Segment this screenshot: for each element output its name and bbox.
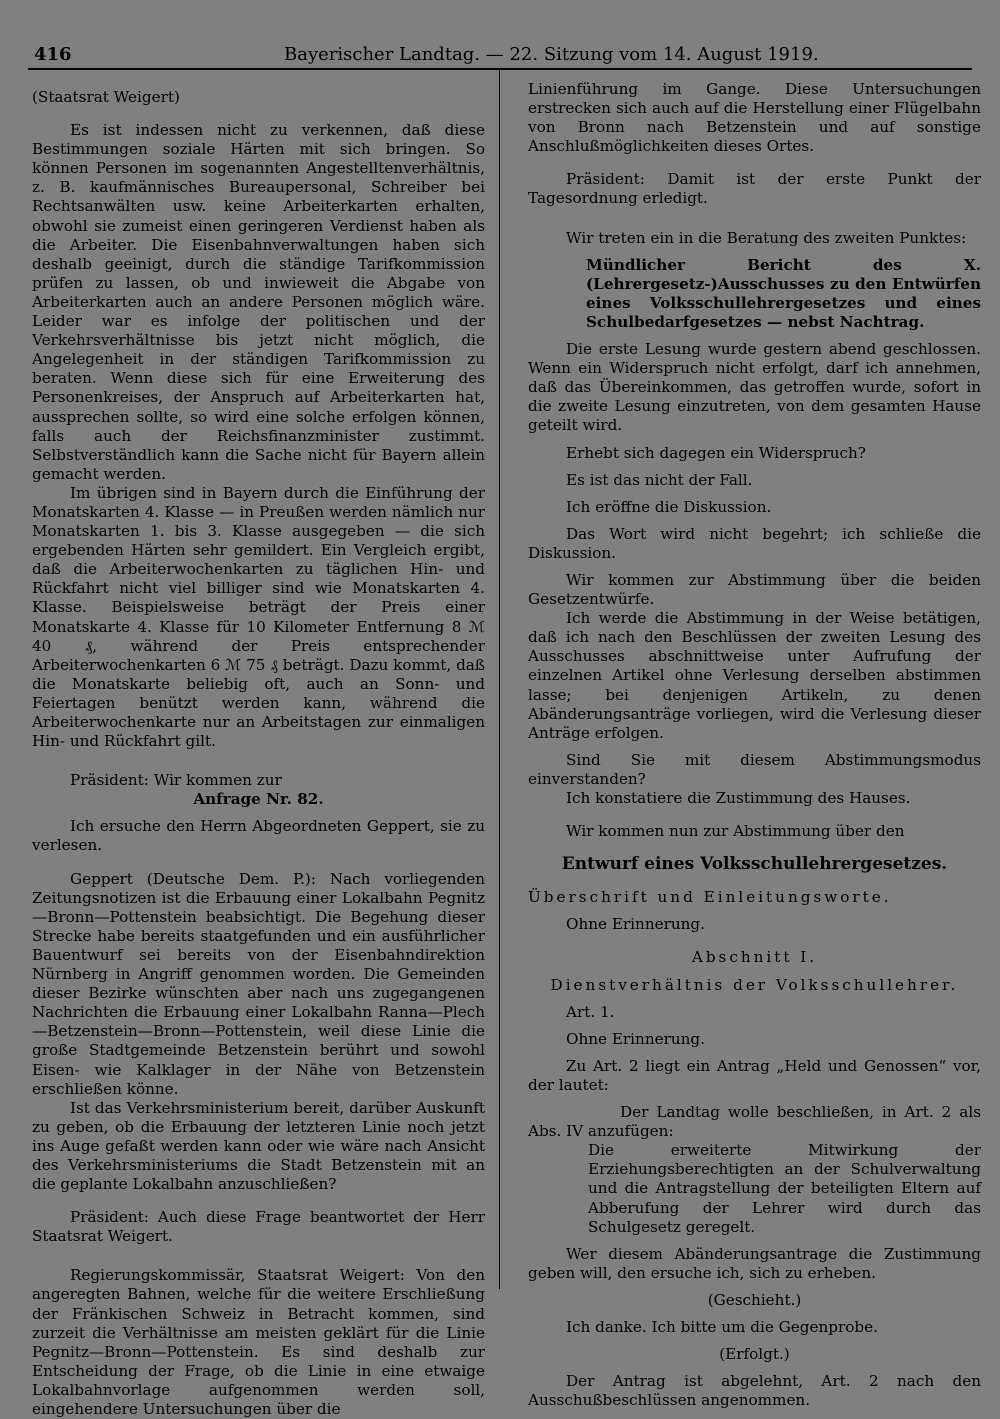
- paragraph: Erhebt sich dagegen ein Widerspruch?: [566, 443, 866, 462]
- stage-direction: (Erfolgt.): [719, 1345, 790, 1364]
- paragraph: Ist das Verkehrsministerium bereit, darüber Auskunft zu geben, ob die Erbauung der letzteren Linie noch jetzt ins Auge gefaßt werden kann oder wie wäre nach Ansicht des Verkehrsministeriums die Stadt Betzenstein mit an die geplante Lokalbahn anzuschließen?: [32, 1098, 485, 1194]
- paragraph: Es ist indessen nicht zu verkennen, daß diese Bestimmungen soziale Härten mit sich bringen. So können Personen im sogenannten Angestelltenverhältnis, z. B. kaufmännisches Bureaupersonal, Schreiber bei Rechtsanwälten usw. keine Arbeiterkarten erhalten, obwohl sie zumeist einen geringeren Verdienst haben als die Arbeiter. Die Eisenbahnverwaltungen haben sich deshalb geeinigt, durch die ständige Tarifkommission prüfen zu lassen, ob und inwieweit die Abgabe von Arbeiterkarten auch an andere Personen möglich wäre. Leider war es infolge der politischen und der Verkehrsverhältnisse bis jetzt nicht möglich, die Angelegenheit in der ständigen Tarifkommission zu beraten. Wenn diese sich für eine Erweiterung des Personenkreises, der Anspruch auf Arbeiterkarten hat, aussprechen sollte, so wird eine solche erfolgen können, falls auch der Reichsfinanzminister zustimmt. Selbstverständlich kann die Sache nicht für Bayern allein gemacht werden.: [32, 121, 485, 483]
- president-remark: Präsident: Auch diese Frage beantwortet der Herr Staatsrat Weigert.: [32, 1208, 485, 1246]
- stage-direction: (Geschieht.): [707, 1290, 802, 1309]
- left-column: [32, 80, 485, 1419]
- paragraph: Im übrigen sind in Bayern durch die Einführung der Monatskarten 4. Klasse — in Preußen werden nämlich nur Monatskarten 1. bis 3. Klasse ausgegeben — die sich ergebenden Härten sehr gemildert. Ein Vergleich ergibt, daß die Arbeiterwochenkarten zu täglichen Hin- und Rückfahrt nicht viel billiger sind wie Monatskarten 4. Klasse. Beispielsweise beträgt der Preis einer Monatskarte 4. Klasse für 10 Kilometer Entfernung 8 ℳ 40 ₰, während der Preis entsprechender Arbeiterwochenkarten 6 ℳ 75 ₰ beträgt. Dazu kommt, daß die Monatskarte beliebig oft, auch an Sonn- und Feiertagen benützt werden kann, während die Arbeiterwochenkarte nur an Arbeitstagen zur einmaligen Hin- und Rückfahrt gilt.: [32, 483, 485, 751]
- paragraph: Ich ersuche den Herrn Abgeordneten Geppert, sie zu verlesen.: [32, 817, 485, 855]
- paragraph: Die erste Lesung wurde gestern abend geschlossen. Wenn ein Widerspruch nicht erfolgt, darf ich annehmen, daß das Übereinkommen, das getroffen wurde, sofort in die zweite Lesung einzutreten, von dem gesamten Hause geteilt wird.: [528, 340, 981, 435]
- paragraph: Wir treten ein in die Beratung des zweiten Punktes:: [566, 228, 967, 247]
- section-line: Überschrift und Einleitungsworte.: [528, 888, 892, 907]
- speaker-continuation: (Staatsrat Weigert): [32, 88, 180, 106]
- paragraph: Ich werde die Abstimmung in der Weise betätigen, daß ich nach den Beschlüssen der zweiten Lesung des Ausschusses abschnittweise unter Aufrufung der einzelnen Artikel ohne Verlesung derselben abstimmen lasse; bei denjenigen Artikeln, zu denen Abänderungsanträge vorliegen, wird die Verlesung dieser Anträge erfolgen.: [528, 609, 981, 742]
- paragraph: Wir kommen nun zur Abstimmung über den: [566, 822, 905, 841]
- paragraph: Wer diesem Abänderungsantrage die Zustimmung geben will, den ersuche ich, sich zu erheben.: [528, 1244, 981, 1282]
- paragraph: Das Wort wird nicht begehrt; ich schließe die Diskussion.: [528, 524, 981, 562]
- president-remark: Präsident: Damit ist der erste Punkt der Tagesordnung erledigt.: [528, 170, 981, 208]
- inquiry-heading: Anfrage Nr. 82.: [193, 790, 324, 809]
- running-title: Bayerischer Landtag. — 22. Sitzung vom 14. August 1919.: [284, 44, 819, 65]
- running-header: [28, 40, 972, 68]
- paragraph: Ohne Erinnerung.: [566, 915, 705, 934]
- section-heading: Abschnitt I.: [691, 948, 818, 967]
- paragraph: Wir kommen zur Abstimmung über die beiden Gesetzentwürfe.: [528, 570, 981, 609]
- right-column: [528, 80, 981, 1410]
- motion-text: Die erweiterte Mitwirkung der Erziehungsberechtigten an der Schulverwaltung und die Antragstellung der beteiligten Eltern auf Abberufung der Lehrer wird durch das Schulgesetz geregelt.: [588, 1141, 981, 1236]
- bill-heading: Entwurf eines Volksschullehrergesetzes.: [561, 854, 948, 875]
- paragraph: Der Antrag ist abgelehnt, Art. 2 nach den Ausschußbeschlüssen angenommen.: [528, 1372, 981, 1410]
- paragraph: Es ist das nicht der Fall.: [566, 470, 753, 489]
- header-rule: [28, 68, 972, 70]
- paragraph: Sind Sie mit diesem Abstimmungsmodus einverstanden?: [528, 750, 981, 788]
- paragraph: Zu Art. 2 liegt ein Antrag „Held und Genossen“ vor, der lautet:: [528, 1056, 981, 1094]
- paragraph: Ohne Erinnerung.: [566, 1029, 705, 1048]
- paragraph: Ich eröffne die Diskussion.: [566, 497, 772, 516]
- president-remark: Präsident: Wir kommen zur: [70, 771, 282, 790]
- section-subheading: Dienstverhältnis der Volksschullehrer.: [550, 975, 959, 994]
- agenda-item: Mündlicher Bericht des X. (Lehrergesetz-)Ausschusses zu den Entwürfen eines Volksschullehrergesetzes und eines Schulbedarfgesetzes — nebst Nachtrag.: [586, 255, 981, 331]
- speaker-paragraph: Regierungskommissär, Staatsrat Weigert: Von den angeregten Bahnen, welche für die weitere Erschließung der Fränkischen Schweiz in Betracht kommen, sind zurzeit die Verhältnisse am meisten geklärt für die Linie Pegnitz—Bronn—Pottenstein. Es sind deshalb zur Entscheidung der Frage, ob die Linie in eine etwaige Lokalbahnvorlage aufgenommen werden soll, eingehendere Untersuchungen über die: [32, 1266, 485, 1418]
- column-divider: [499, 70, 500, 1289]
- paragraph: Ich konstatiere die Zustimmung des Hauses.: [566, 789, 911, 807]
- page-number: 416: [34, 44, 72, 65]
- paragraph: Linienführung im Gange. Diese Untersuchungen erstrecken sich auch auf die Herstellung einer Flügelbahn von Bronn nach Betzenstein und auf sonstige Anschlußmöglichkeiten dieses Ortes.: [528, 80, 981, 156]
- speaker-paragraph: Geppert (Deutsche Dem. P.): Nach vorliegenden Zeitungsnotizen ist die Erbauung einer Lokalbahn Pegnitz—Bronn—Pottenstein beabsichtigt. Die Begehung dieser Strecke habe bereits staatgefunden und ein ausführlicher Bauentwurf sei bereits von der Eisenbahndirektion Nürnberg in Angriff genommen worden. Die Gemeinden dieser Bezirke wünschten aber nach uns zugegangenen Nachrichten die Erbauung einer Lokalbahn Ranna—Plech—Betzenstein—Bronn—Pottenstein, weil diese Linie die große Stadtgemeinde Betzenstein berührt und sowohl Eisen- wie Kalklager in der Nähe von Betzenstein erschließen könne.: [32, 869, 485, 1098]
- motion-intro: Der Landtag wolle beschließen, in Art. 2 als Abs. IV anzufügen:: [528, 1103, 981, 1141]
- paragraph: Ich danke. Ich bitte um die Gegenprobe.: [566, 1317, 878, 1336]
- article-heading: Art. 1.: [566, 1002, 615, 1021]
